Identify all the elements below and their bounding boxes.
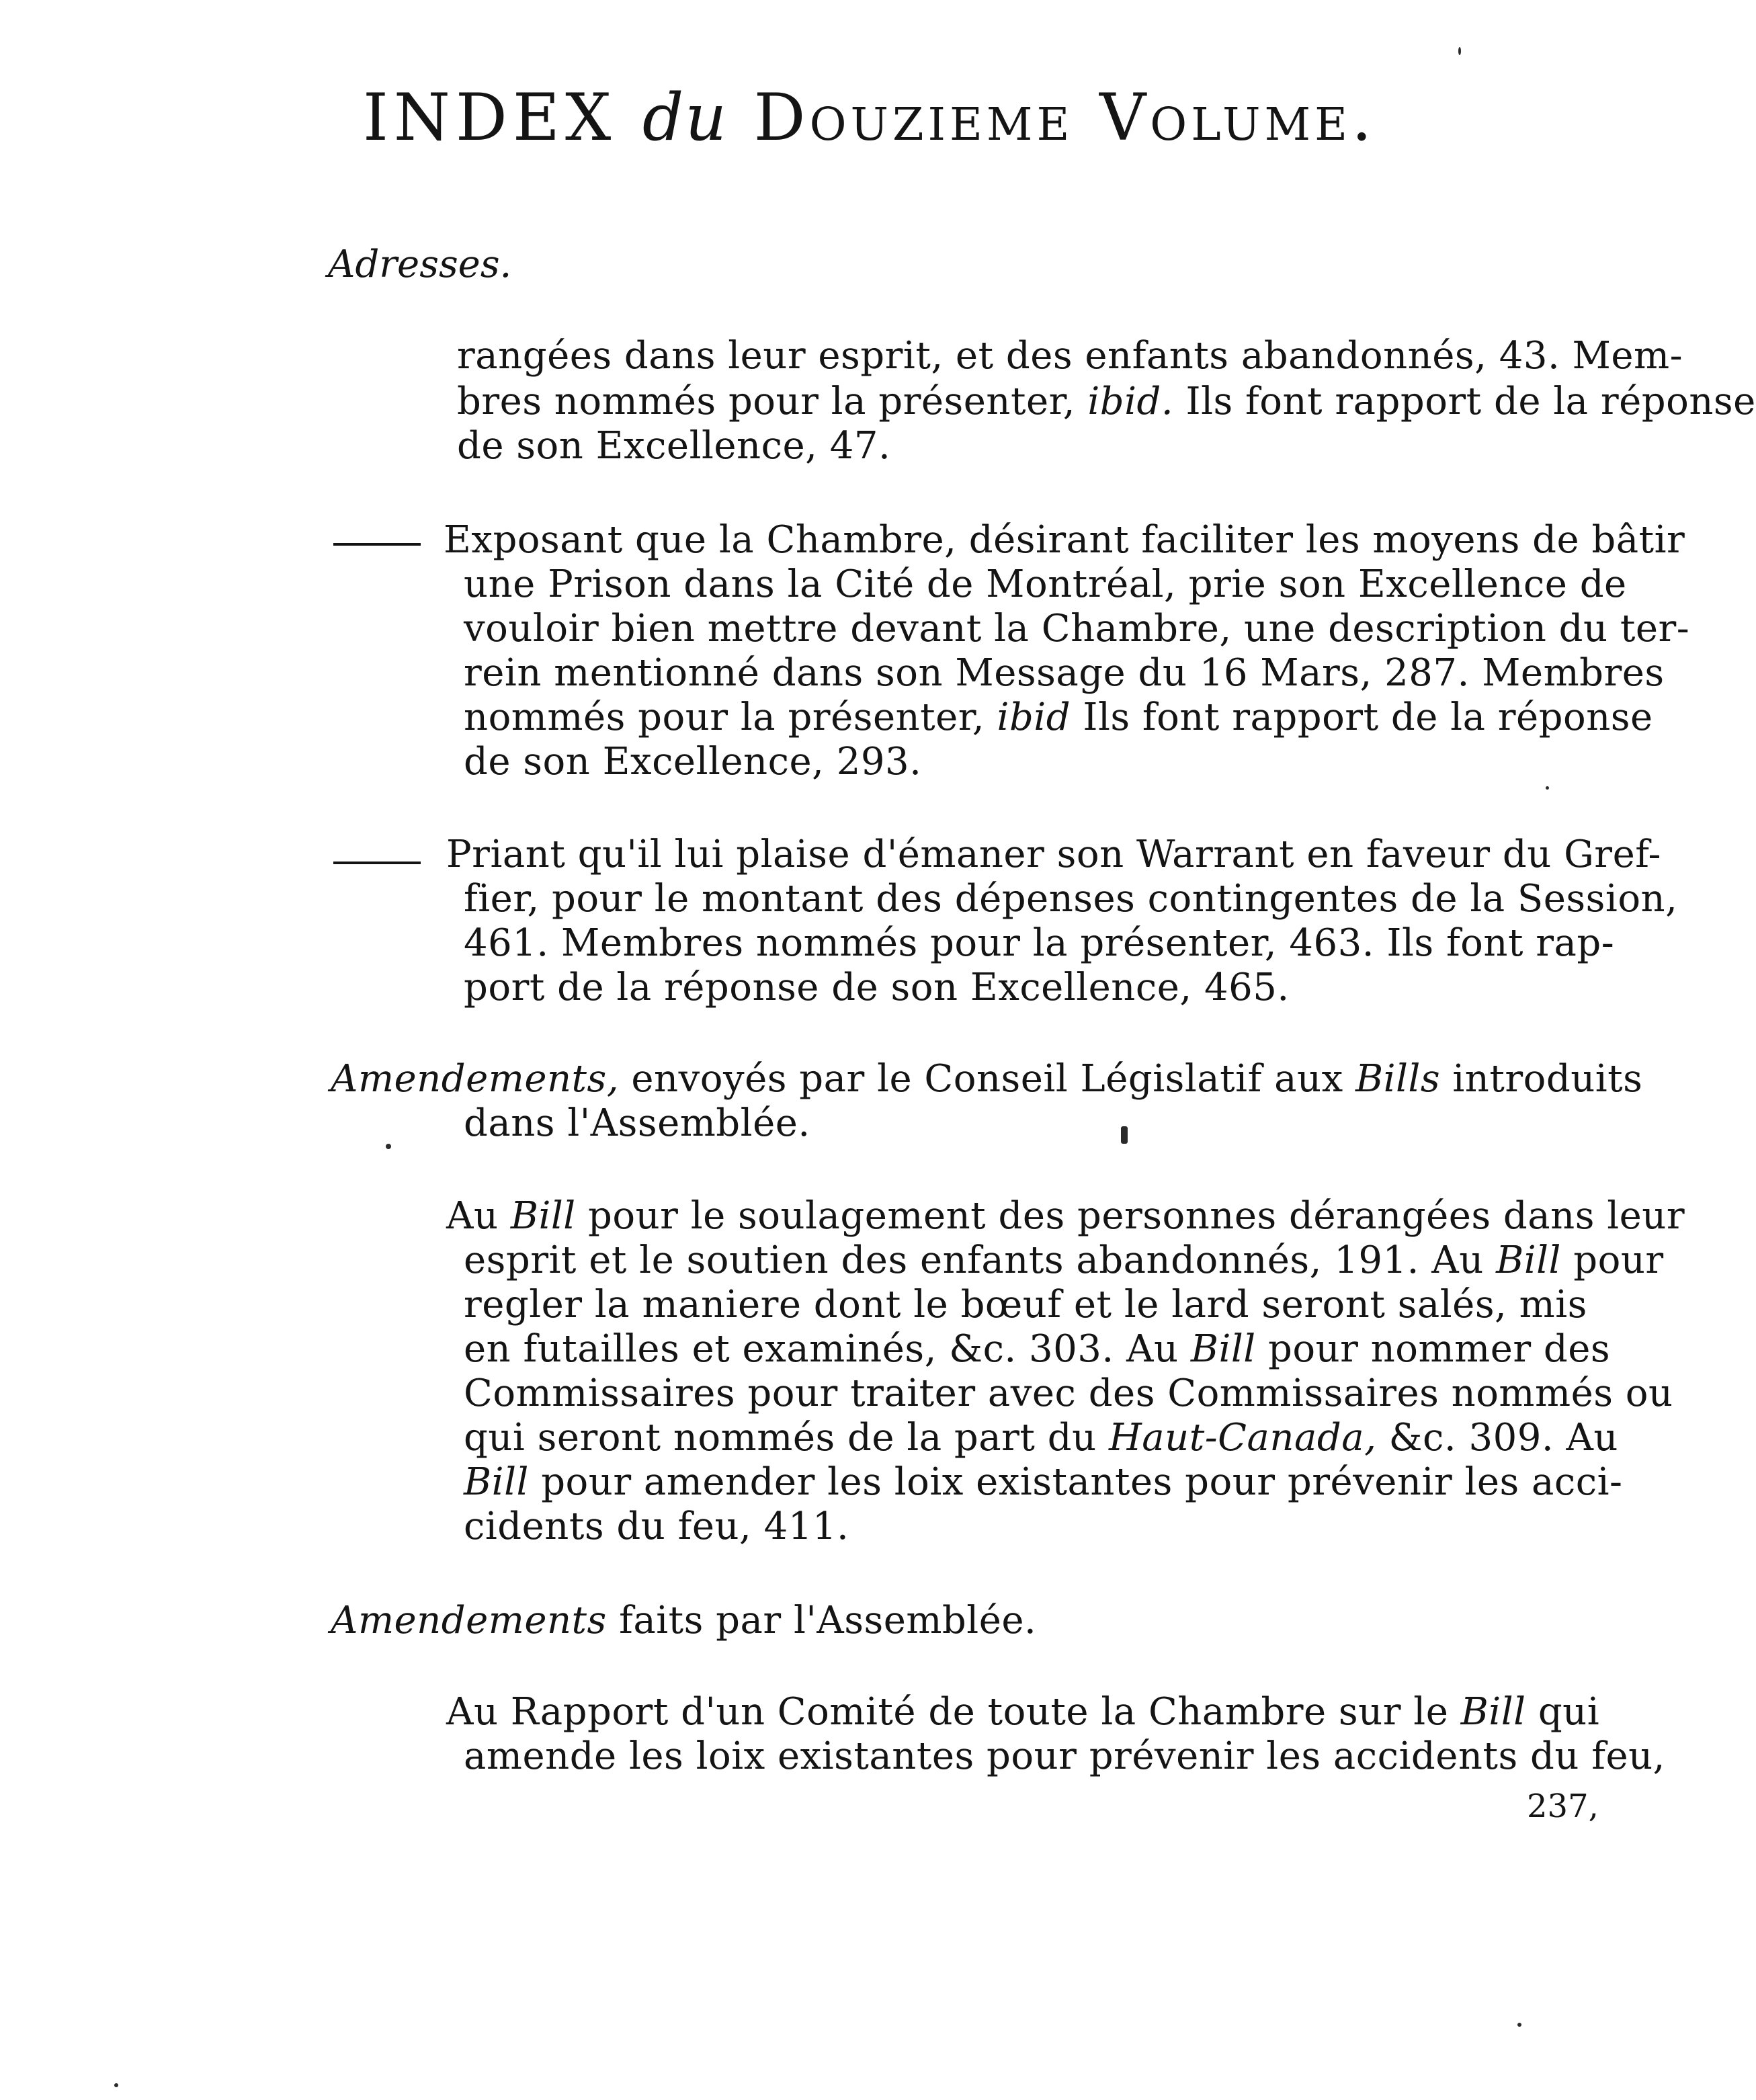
title-volume: Volume. [1099,80,1376,155]
adresses-p2-line6: de son Excellence, 293. [464,740,922,784]
scan-speck [114,2083,118,2087]
amend-conseil-line5: Commissaires pour traiter avec des Commissaires nommés ou [464,1372,1673,1415]
amend-conseil-line6: qui seront nommés de la part du Haut-Canada, &c. 309. Au [464,1416,1618,1460]
adresses-p2-line4: rein mentionné dans son Message du 16 Mars, 287. Membres [464,651,1665,695]
amend-conseil-line7: Bill pour amender les loix existantes pour prévenir les acci- [464,1460,1623,1504]
scan-speck [1458,47,1461,55]
adresses-p3-line3: 461. Membres nommés pour la présenter, 463. Ils font rap- [464,921,1615,965]
page-title [363,81,1376,155]
title-douzieme: Douzieme [753,80,1074,155]
adresses-p2-line2: une Prison dans la Cité de Montréal, prie son Excellence de [464,562,1627,606]
adresses-p2-line1: Exposant que la Chambre, désirant faciliter les moyens de bâtir [444,518,1685,562]
adresses-p2-line3: vouloir bien mettre devant la Chambre, une description du ter- [464,607,1690,650]
scan-speck [1121,1126,1128,1144]
amend-conseil-line3: regler la maniere dont le bœuf et le lard seront salés, mis [464,1283,1587,1327]
adresses-p2-line5: nommés pour la présenter, ibid Ils font rapport de la réponse [464,696,1653,739]
amend-conseil-line8: cidents du feu, 411. [464,1505,849,1548]
adresses-p1-line1: rangées dans leur esprit, et des enfants abandonnés, 43. Mem- [457,334,1683,378]
heading-amendements-conseil-line2: dans l'Assemblée. [464,1101,810,1145]
amend-assemblee-line1: Au Rapport d'un Comité de toute la Chambre sur le Bill qui [446,1690,1600,1734]
adresses-p3-line2: fier, pour le montant des dépenses contingentes de la Session, [464,877,1678,921]
scan-speck [1517,2023,1521,2027]
amend-conseil-line1: Au Bill pour le soulagement des personnes dérangées dans leur [446,1194,1685,1238]
heading-amendements-assemblee: Amendements faits par l'Assemblée. [331,1599,1037,1642]
adresses-p3-line4: port de la réponse de son Excellence, 465. [464,966,1290,1009]
heading-adresses: Adresses. [328,243,512,286]
amend-conseil-line2: esprit et le soutien des enfants abandonnés, 191. Au Bill pour [464,1238,1664,1282]
adresses-p1-line2: bres nommés pour la présenter, ibid. Ils font rapport de la réponse [457,380,1756,423]
amend-conseil-line4: en futailles et examinés, &c. 303. Au Bill pour nommer des [464,1327,1611,1371]
title-du: du [642,80,728,155]
scan-speck [386,1144,391,1149]
scan-speck [1546,786,1549,790]
title-index: INDEX [363,80,617,155]
ditto-dash [333,862,421,864]
amend-assemblee-line2: amende les loix existantes pour prévenir les accidents du feu, [464,1734,1665,1778]
catchword: 237, [1527,1788,1599,1825]
adresses-p1-line3: de son Excellence, 47. [457,424,891,468]
ditto-dash [333,543,421,546]
heading-amendements-conseil: Amendements, envoyés par le Conseil Législatif aux Bills introduits [331,1057,1643,1101]
adresses-p3-line1: Priant qu'il lui plaise d'émaner son Warrant en faveur du Gref- [446,833,1661,876]
